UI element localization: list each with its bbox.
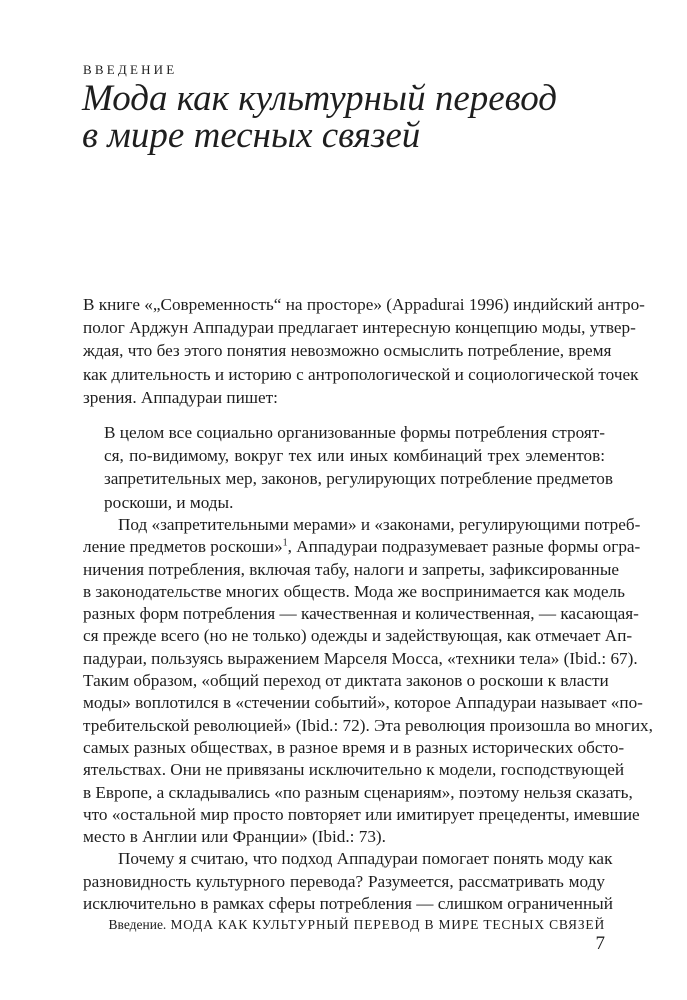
chapter-title [82,80,557,154]
text-span: ление предметов роскоши» [83,537,283,557]
text-line: ятельствах. Они не привязаны исключительно к модели, господствующей [83,760,625,780]
text-line: В целом все социально организованные формы потребления строят- [104,423,605,442]
title-line: в мире тесных связей [82,115,421,156]
paragraph-1 [83,293,645,409]
text-line: ждая, что без этого понятия невозможно осмыслить потребление, время [83,341,612,361]
text-line: в Европе, а складывались «по разным сценариям», поэтому нельзя сказать, [83,782,633,802]
running-footer [83,917,605,955]
text-line: в законодательстве многих обществ. Мода же воспринимается как модель [83,581,625,601]
chapter-label: ВВЕДЕНИЕ [83,62,178,77]
text-line: падураи, пользуясь выражением Марселя Мосса, «техники тела» (Ibid.: 67). [83,648,638,668]
text-line: Под «запретительными мерами» и «законами, регулирующими потреб- [118,515,641,534]
text-line: требительской революцией» (Ibid.: 72). Эта революция произошла во многих, [83,715,653,735]
text-line: роскоши, и моды. [104,492,234,512]
text-line: В книге «„Современность“ на просторе» (Appadurai 1996) индийский антро- [83,295,645,314]
page-number: 7 [595,933,605,954]
text-line: ся прежде всего (но не только) одежды и задействующая, как отмечает Ап- [83,626,633,646]
text-line: разных форм потребления — качественная и количественная, — касающая- [83,604,639,624]
text-line: моды» воплотился в «стечении событий», которое Аппадураи называет «по- [83,693,643,713]
text-line: ся, по-видимому, вокруг тех или иных комбинаций трех элементов: [104,446,605,466]
text-line: что «остальной мир просто повторяет или имитирует прецеденты, имевшие [83,804,640,824]
text-line: как длительность и историю с антропологической и социологической точек [83,364,639,384]
footer-prefix: Введение. [108,917,167,932]
text-line: ничения потребления, включая табу, налоги и запреты, зафиксированные [83,559,620,579]
text-line: запретительных мер, законов, регулирующих потребление предметов [104,469,613,489]
text-line: разновидность культурного перевода? Разумеется, рассматривать моду [83,871,605,891]
block-quote [104,421,613,514]
text-span: , Аппадураи подразумевает разные формы огра- [287,537,641,557]
text-line: место в Англии или Франции» (Ibid.: 73). [83,827,386,847]
text-line: Почему я считаю, что подход Аппадураи помогает понять моду как [118,849,613,869]
footnote-marker[interactable]: 1 [282,537,288,549]
text-line: полог Арджун Аппадураи предлагает интересную концепцию моды, утвер- [83,318,636,338]
text-line [83,536,641,558]
text-line: исключительно в рамках сферы потребления — слишком ограниченный [83,894,613,914]
text-line: Таким образом, «общий переход от диктата законов о роскоши к власти [83,671,609,691]
text-line: самых разных обществах, в разное время и в разных исторических обсто- [83,737,625,757]
paragraph-2 [83,514,653,915]
title-line: Мода как культурный перевод [82,78,557,119]
footer-running-title: МОДА КАК КУЛЬТУРНЫЙ ПЕРЕВОД В МИРЕ ТЕСНЫХ СВЯЗЕЙ [170,917,605,932]
text-line: зрения. Аппадураи пишет: [83,387,278,407]
